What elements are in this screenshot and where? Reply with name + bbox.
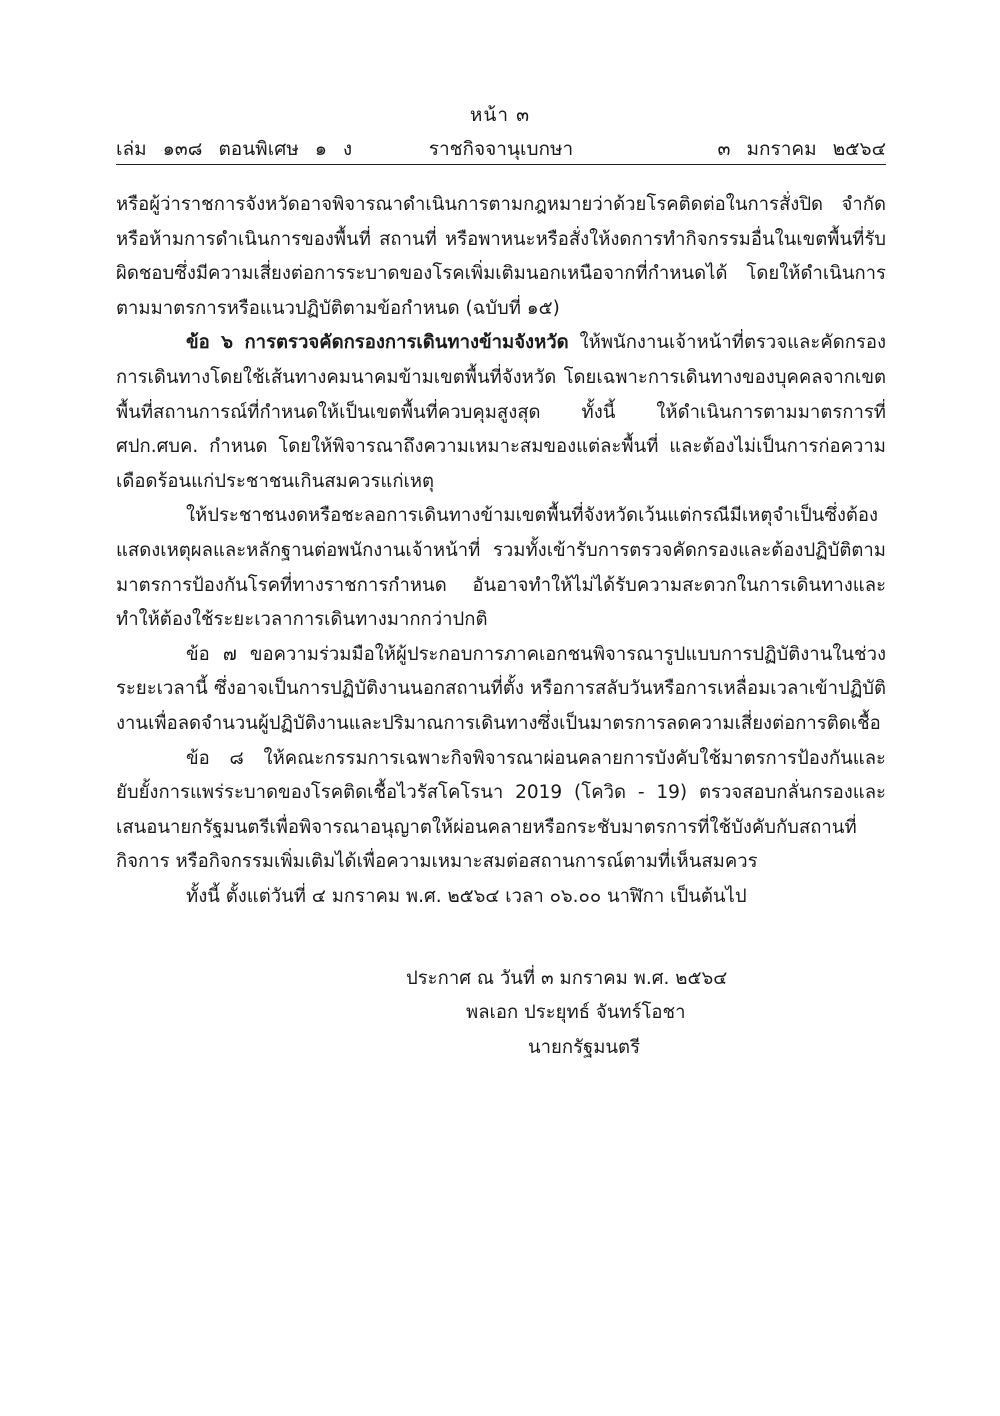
paragraph-item-7: ข้อ ๗ ขอความร่วมมือให้ผู้ประกอบการภาคเอกชนพิจารณารูปแบบการปฏิบัติงานในช่วงระยะเวลานี้ ซึ่งอาจเป็นการปฏิบัติงานนอกสถานที่ตั้ง หรือการสลับวันหรือการเหลื่อมเวลาเข้าปฏิบัติงานเพื่อลดจำนวนผู้ปฏิบัติงานและปริมาณการเดินทางซึ่งเป็นมาตรการลดความเสี่ยงต่อการติดเชื้อ bbox=[116, 643, 886, 734]
paragraph-effective-date: ทั้งนี้ ตั้งแต่วันที่ ๔ มกราคม พ.ศ. ๒๕๖๔ เวลา ๐๖.๐๐ นาฬิกา เป็นต้นไป bbox=[186, 885, 747, 907]
header-volume: เล่ม ๑๓๘ ตอนพิเศษ ๑ ง bbox=[116, 138, 353, 160]
paragraph-3: ให้ประชาชนงดหรือชะลอการเดินทางข้ามเขตพื้นที่จังหวัดเว้นแต่กรณีมีเหตุจำเป็นซึ่งต้องแสดงเหตุผลและหลักฐานต่อพนักงานเจ้าหน้าที่ รวมทั้งเข้ารับการตรวจคัดกรองและต้องปฏิบัติตามมาตรการป้องกันโรคที่ทางราชการกำหนด อันอาจทำให้ไม่ได้รับความสะดวกในการเดินทางและทำให้ต้องใช้ระยะเวลาการเดินทางมากกว่าปกติ bbox=[116, 505, 886, 631]
signatory-name: พลเอก ประยุทธ์ จันทร์โอชา bbox=[466, 1002, 686, 1023]
paragraph-item-6 bbox=[116, 326, 886, 499]
item-6-heading: ข้อ ๖ การตรวจคัดกรองการเดินทางข้ามจังหวัด bbox=[186, 332, 569, 354]
signatory-title: นายกรัฐมนตรี bbox=[528, 1037, 641, 1058]
announcement-date: ประกาศ ณ วันที่ ๓ มกราคม พ.ศ. ๒๕๖๔ bbox=[406, 968, 728, 989]
paragraph-1: หรือผู้ว่าราชการจังหวัดอาจพิจารณาดำเนินการตามกฎหมายว่าด้วยโรคติดต่อในการสั่งปิด จำกัด หรือห้ามการดำเนินการของพื้นที่ สถานที่ หรือพาหนะหรือสั่งให้งดการทำกิจกรรมอื่นในเขตพื้นที่รับผิดชอบซึ่งมีความเสี่ยงต่อการระบาดของโรคเพิ่มเติมนอกเหนือจากที่กำหนดได้ โดยให้ดำเนินการตามมาตรการหรือแนวปฏิบัติตามข้อกำหนด (ฉบับที่ ๑๕) bbox=[116, 194, 886, 319]
paragraph-item-8: ข้อ ๘ ให้คณะกรรมการเฉพาะกิจพิจารณาผ่อนคลายการบังคับใช้มาตรการป้องกันและยับยั้งการแพร่ระบาดของโรคติดเชื้อไวรัสโคโรนา 2019 (โควิด - 19) ตรวจสอบกลั่นกรองและเสนอนายกรัฐมนตรีเพื่อพิจารณาอนุญาตให้ผ่อนคลายหรือกระชับมาตรการที่ใช้บังคับกับสถานที่กิจการ หรือกิจกรรมเพิ่มเติมได้เพื่อความเหมาะสมต่อสถานการณ์ตามที่เห็นสมควร bbox=[116, 747, 886, 873]
header-publication: ราชกิจจานุเบกษา bbox=[428, 138, 574, 160]
header-date: ๓ มกราคม ๒๕๖๔ bbox=[717, 138, 886, 160]
page-number: หน้า ๓ bbox=[469, 104, 531, 126]
gazette-header bbox=[116, 134, 886, 165]
item-6-text: ให้พนักงานเจ้าหน้าที่ตรวจและคัดกรองการเดินทางโดยใช้เส้นทางคมนาคมข้ามเขตพื้นที่จังหวัด โดยเฉพาะการเดินทางของบุคคลจากเขตพื้นที่สถานการณ์ที่กำหนดให้เป็นเขตพื้นที่ควบคุมสูงสุด ทั้งนี้ ให้ดำเนินการตามมาตรการที่ ศปก.ศบค. กำหนด โดยให้พิจารณาถึงความเหมาะสมของแต่ละพื้นที่ และต้องไม่เป็นการก่อความเดือดร้อนแก่ประชาชนเกินสมควรแก่เหตุ bbox=[116, 332, 886, 492]
document-body bbox=[116, 188, 886, 914]
